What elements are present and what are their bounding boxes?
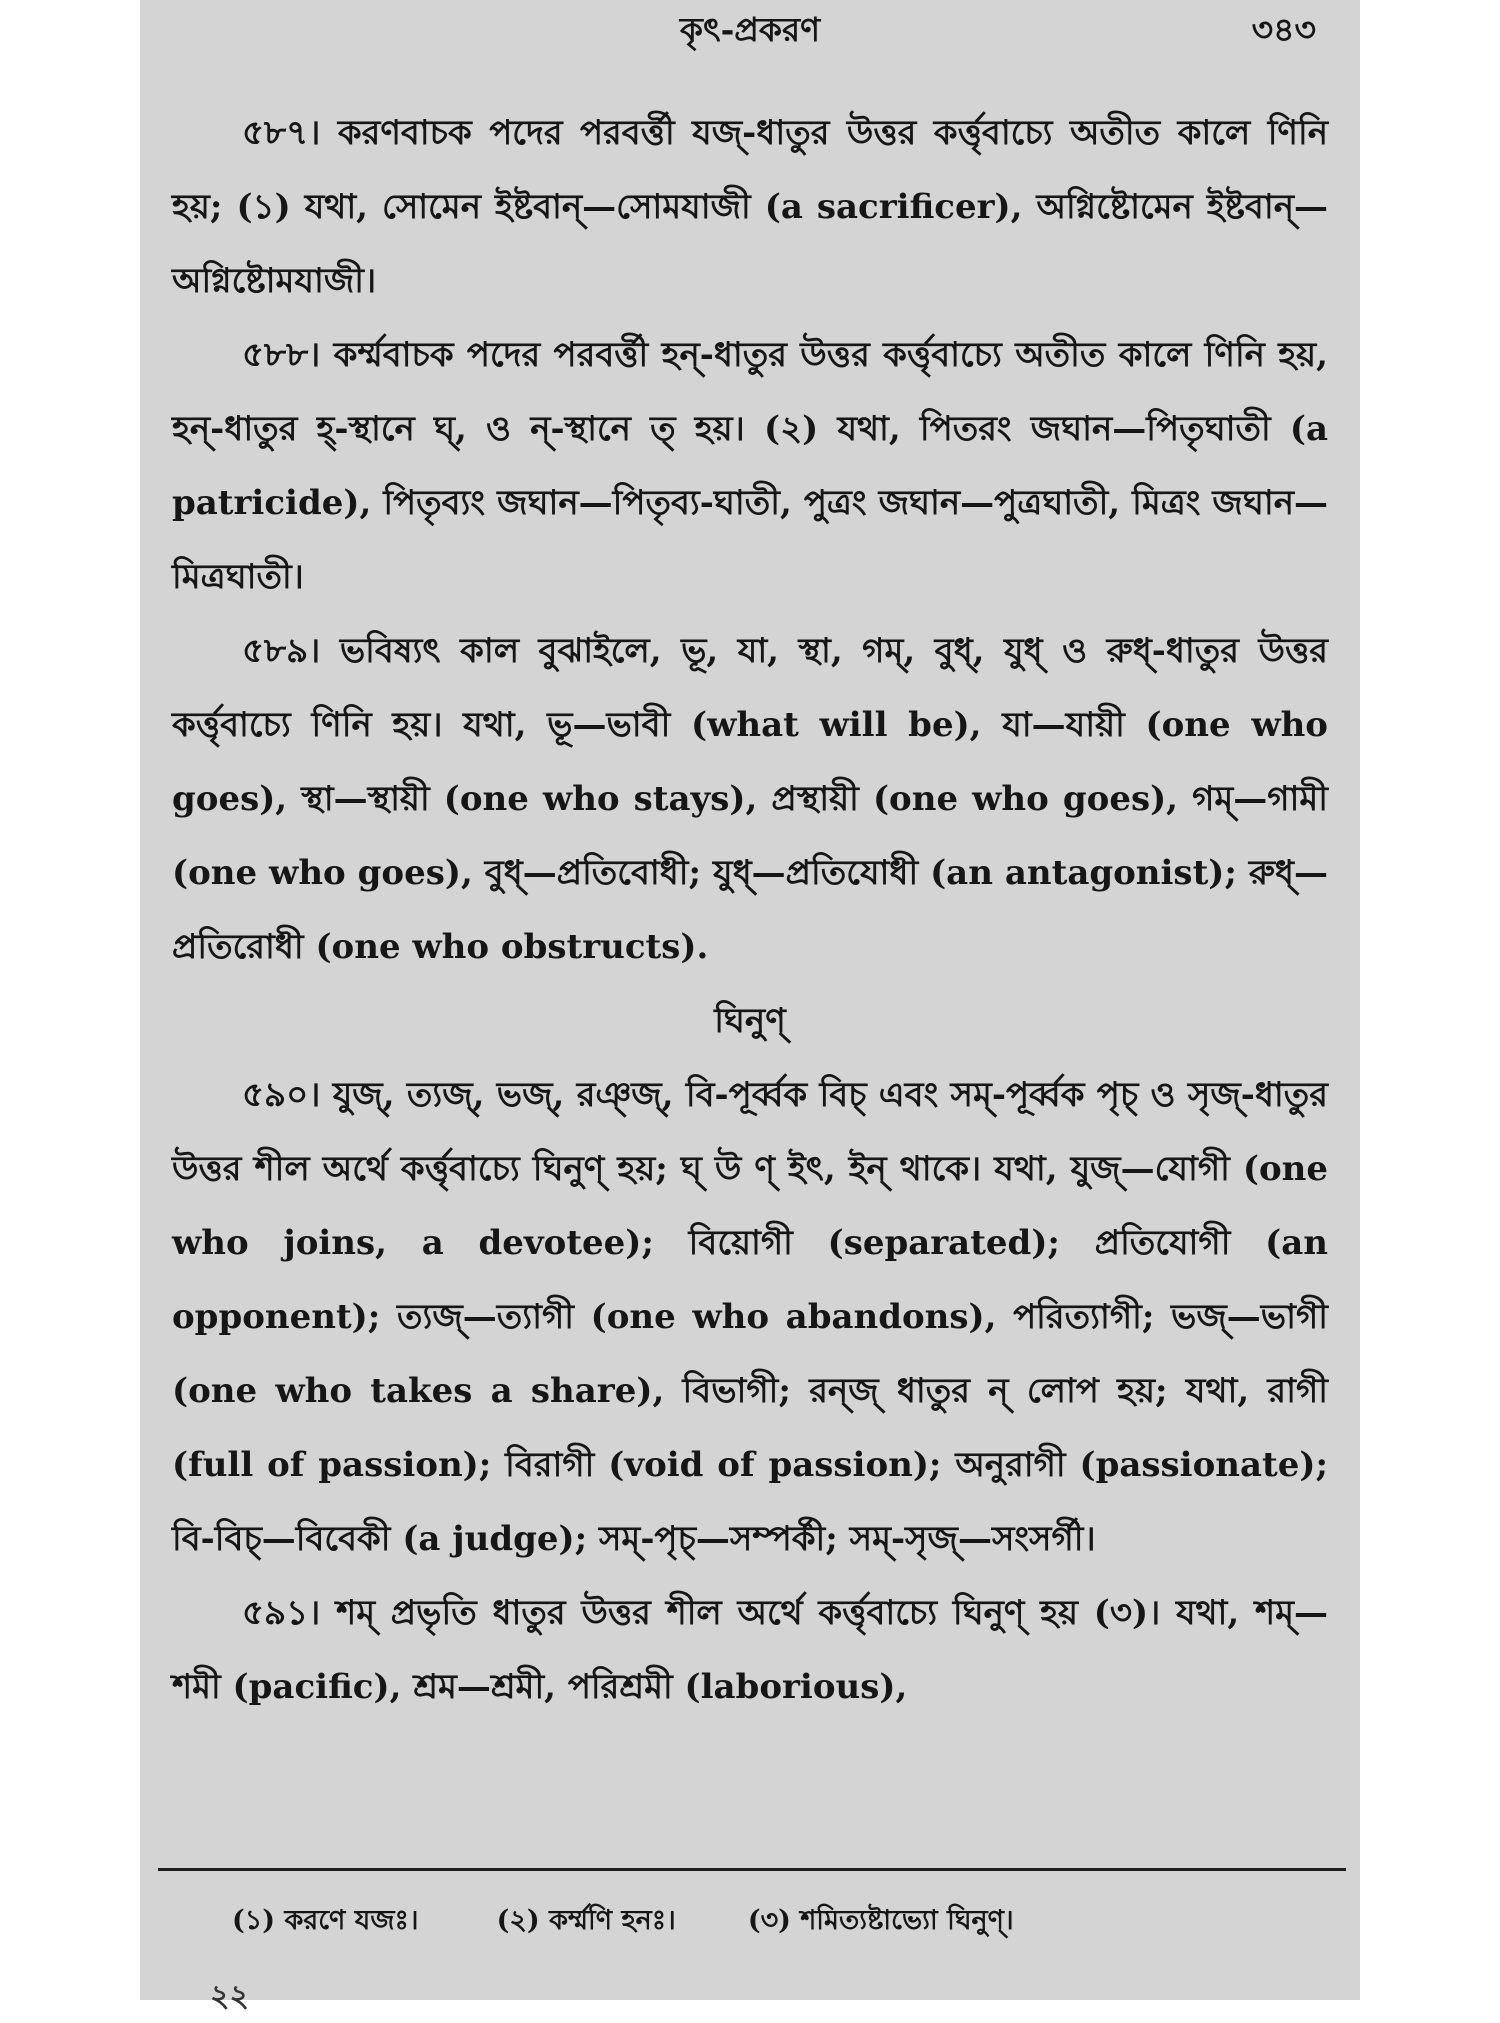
footnote-divider xyxy=(158,1868,1346,1871)
paragraph-588: ৫৮৮। কর্ম্মবাচক পদের পরবর্ত্তী হন্-ধাতুর উত্তর কর্ত্তৃবাচ্যে অতীত কালে ণিনি হয়, হন্-ধাতুর হ্-স্থানে ঘ্, ও ন্-স্থানে ত্ হয়। (২) যথা, পিতরং জঘান—পিতৃঘাতী (a patricide), পিতৃব্যং জঘান—পিতৃব্য-ঘাতী, পুত্রং জঘান—পুত্রঘাতী, মিত্রং জঘান—মিত্রঘাতী। xyxy=(172,335,1328,597)
section-heading: ঘিনুণ্ xyxy=(714,1001,786,1041)
signature-mark: ২২ xyxy=(210,1979,250,2014)
footnote-3: (৩) শমিত্যষ্টাভ্যো ঘিনুণ্। xyxy=(747,1905,1014,1936)
paragraph-591: ৫৯১। শম্ প্রভৃতি ধাতুর উত্তর শীল অর্থে কর্ত্তৃবাচ্যে ঘিনুণ্ হয় (৩)। যথা, শম্—শমী (pacific), শ্রম—শ্রমী, পরিশ্রমী (laborious), xyxy=(172,1593,1328,1707)
page-body xyxy=(172,96,1328,1724)
running-head-title: কৃৎ-প্রকরণ xyxy=(679,10,821,49)
footnote-1: (১) করণে যজঃ। xyxy=(232,1905,419,1936)
paragraph-589: ৫৮৯। ভবিষ্যৎ কাল বুঝাইলে, ভূ, যা, স্থা, গম্, বুধ্, যুধ্ ও রুধ্-ধাতুর উত্তর কর্ত্তৃবাচ্যে ণিনি হয়। যথা, ভূ—ভাবী (what will be), যা—যায়ী (one who goes), স্থা—স্থায়ী (one who stays), প্রস্থায়ী (one who goes), গম্—গামী (one who goes), বুধ্—প্রতিবোধী; যুধ্—প্রতিযোধী (an antagonist); রুধ্—প্রতিরোধী (one who obstructs). xyxy=(172,631,1328,967)
book-page xyxy=(170,0,1330,2014)
paragraph-587: ৫৮৭। করণবাচক পদের পরবর্ত্তী যজ্-ধাতুর উত্তর কর্ত্তৃবাচ্যে অতীত কালে ণিনি হয়; (১) যথা, সোমেন ইষ্টবান্—সোমযাজী (a sacrificer), অগ্নিষ্টোমেন ইষ্টবান্—অগ্নিষ্টোমযাজী। xyxy=(172,113,1328,301)
paragraph-590: ৫৯০। যুজ্, ত্যজ্, ভজ্, রঞ্জ্, বি-পূর্ব্বক বিচ্ এবং সম্-পূর্ব্বক পৃচ্ ও সৃজ্-ধাতুর উত্তর শীল অর্থে কর্ত্তৃবাচ্যে ঘিনুণ্ হয়; ঘ্ উ ণ্ ইৎ, ইন্ থাকে। যথা, যুজ্—যোগী (one who joins, a devotee); বিয়োগী (separated); প্রতিযোগী (an opponent); ত্যজ্—ত্যাগী (one who abandons), পরিত্যাগী; ভজ্—ভাগী (one who takes a share), বিভাগী; রন্জ্ ধাতুর ন্ লোপ হয়; যথা, রাগী (full of passion); বিরাগী (void of passion); অনুরাগী (passionate); বি-বিচ্—বিবেকী (a judge); সম্-পৃচ্—সম্পর্কী; সম্-সৃজ্—সংসর্গী। xyxy=(172,1075,1328,1559)
page-number: ৩৪৩ xyxy=(1251,10,1316,49)
footnotes xyxy=(170,1900,1330,1945)
footnote-2: (২) কর্ম্মণি হনঃ। xyxy=(496,1905,676,1936)
running-head xyxy=(170,4,1330,60)
